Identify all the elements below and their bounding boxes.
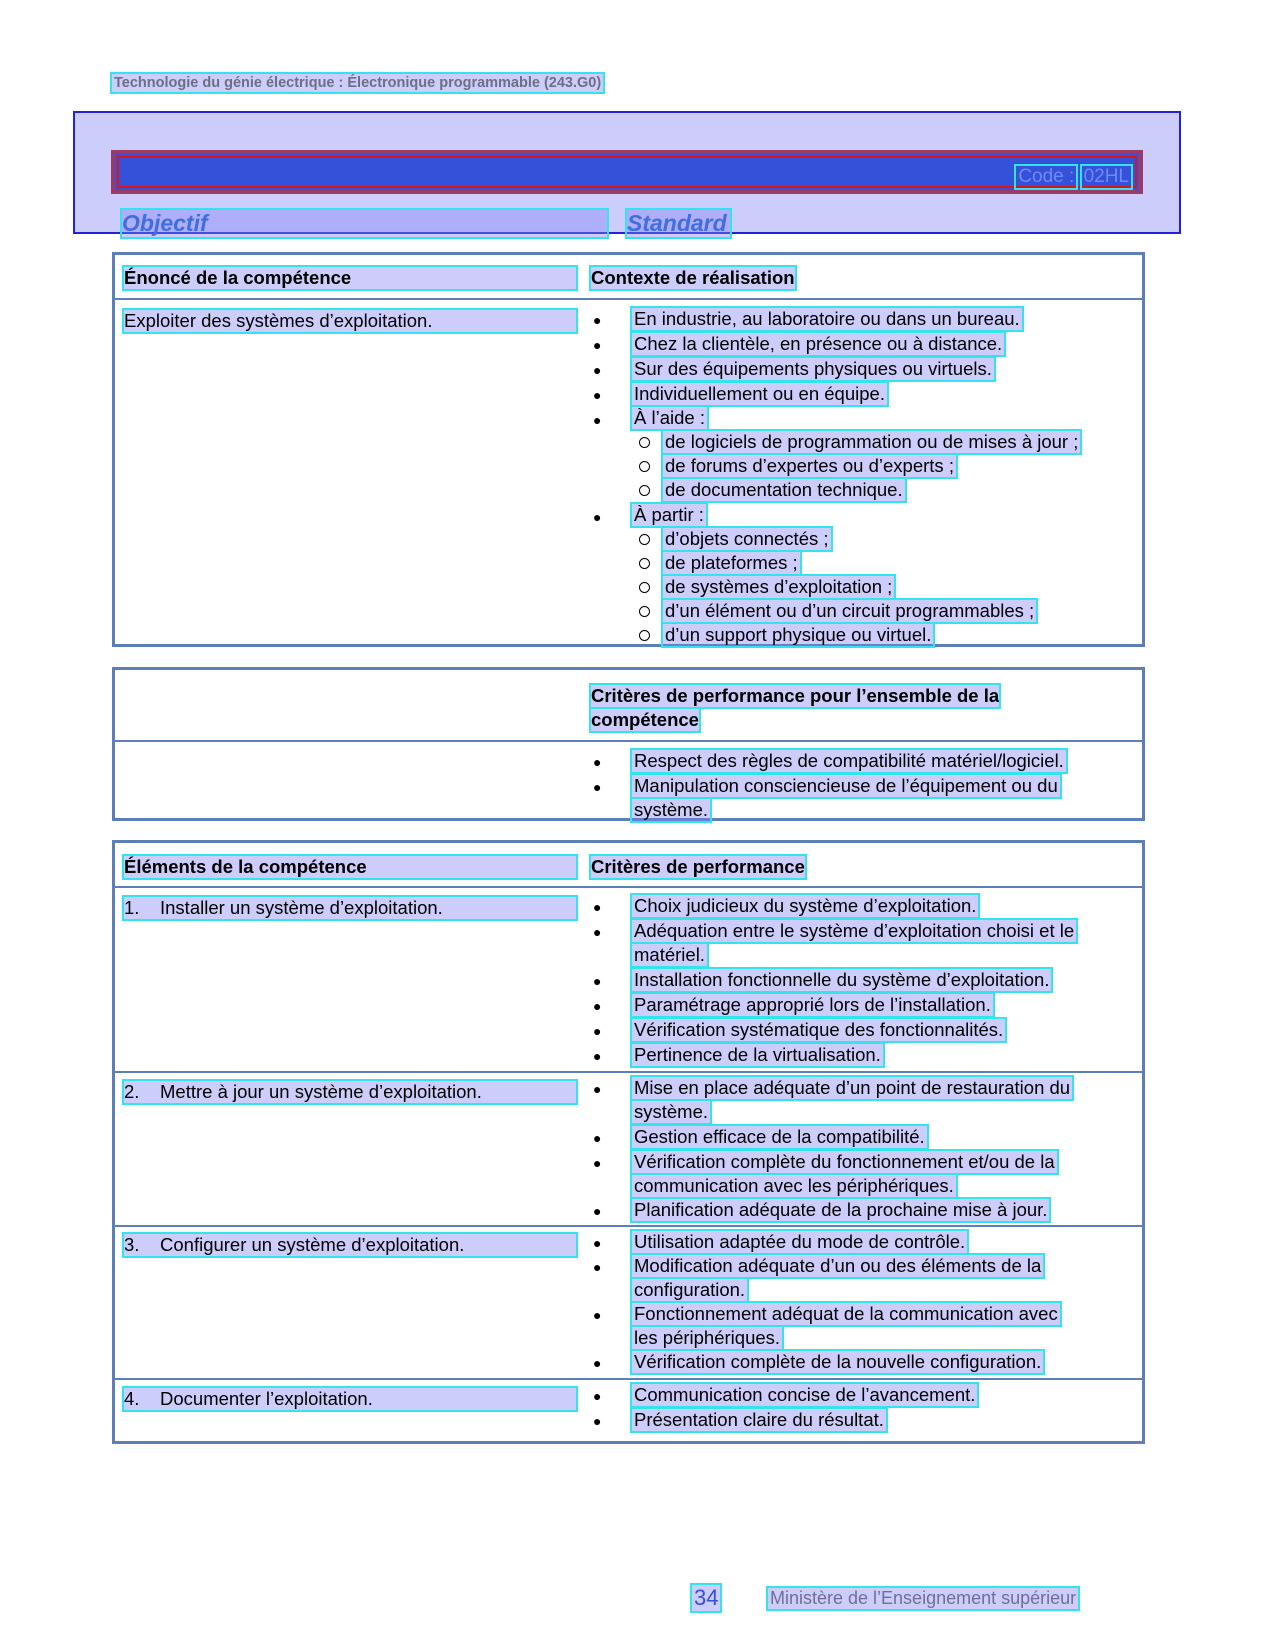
bullet-icon: ● <box>593 973 602 989</box>
circle-bullet-icon <box>639 461 650 472</box>
circle-bullet-icon <box>639 437 650 448</box>
bullet-icon: ● <box>593 779 602 795</box>
ministry-name: Ministère de l’Enseignement supérieur <box>770 1588 1077 1608</box>
criterion: Choix judicieux du système d’exploitation. <box>634 895 977 916</box>
element-row-4 <box>124 1388 576 1410</box>
partir-item: d’un support physique ou virtuel. <box>665 624 932 645</box>
circle-bullet-icon <box>639 582 650 593</box>
criterion: Gestion efficace de la compatibilité. <box>634 1126 925 1147</box>
circle-bullet-icon <box>639 534 650 545</box>
objectif-label: Objectif <box>122 210 607 237</box>
standard-label: Standard <box>627 210 730 237</box>
code-value: 02HL <box>1083 166 1129 187</box>
bullet-icon: ● <box>593 1155 602 1171</box>
element-label: Mettre à jour un système d’exploitation. <box>160 1081 482 1102</box>
element-number: 4. <box>124 1388 140 1409</box>
bullet-icon: ● <box>593 754 602 770</box>
criterion: Utilisation adaptée du mode de contrôle. <box>634 1231 966 1252</box>
bullet-icon: ● <box>593 1130 602 1146</box>
bullet-icon: ● <box>593 924 602 940</box>
partir-item: d’un élément ou d’un circuit programmables ; <box>665 600 1035 621</box>
bullet-icon: ● <box>593 998 602 1014</box>
competence-statement-header: Énoncé de la compétence <box>124 267 576 289</box>
element-label: Installer un système d’exploitation. <box>160 897 443 918</box>
global-criteria-item-cont: système. <box>634 799 709 820</box>
criterion: Installation fonctionnelle du système d’exploitation. <box>634 969 1050 990</box>
criterion: Communication concise de l’avancement. <box>634 1384 976 1405</box>
global-criteria-table <box>112 667 1145 821</box>
context-item: En industrie, au laboratoire ou dans un bureau. <box>634 308 1020 329</box>
criterion: Paramétrage approprié lors de l’installation. <box>634 994 991 1015</box>
bullet-icon: ● <box>593 1355 602 1371</box>
bullet-icon: ● <box>593 312 602 328</box>
bullet-icon: ● <box>593 1023 602 1039</box>
element-row-2 <box>124 1081 576 1103</box>
aide-item: de forums d’expertes ou d’experts ; <box>665 455 954 476</box>
context-header: Contexte de réalisation <box>591 267 795 288</box>
bullet-icon: ● <box>593 1413 602 1429</box>
criterion: Modification adéquate d’un ou des éléments de la <box>634 1255 1042 1276</box>
context-item: À partir : <box>634 504 704 525</box>
context-item: Individuellement ou en équipe. <box>634 383 885 404</box>
criterion: Mise en place adéquate d’un point de restauration du <box>634 1077 1071 1098</box>
global-criteria-item: Respect des règles de compatibilité matériel/logiciel. <box>634 750 1064 771</box>
aide-item: de documentation technique. <box>665 479 903 500</box>
criterion: Présentation claire du résultat. <box>634 1409 884 1430</box>
global-criteria-header-line2: compétence <box>591 709 699 730</box>
element-number: 1. <box>124 897 140 918</box>
criterion: Vérification systématique des fonctionnalités. <box>634 1019 1004 1040</box>
competence-statement: Exploiter des systèmes d’exploitation. <box>124 310 576 332</box>
element-number: 2. <box>124 1081 140 1102</box>
context-item: Chez la clientèle, en présence ou à distance. <box>634 333 1003 354</box>
elements-header: Éléments de la compétence <box>124 856 576 878</box>
criteria-header: Critères de performance <box>591 856 805 877</box>
elements-table <box>112 840 1145 1444</box>
bullet-icon: ● <box>593 1388 602 1404</box>
page-number: 34 <box>694 1585 719 1610</box>
aide-item: de logiciels de programmation ou de mises à jour ; <box>665 431 1079 452</box>
criterion: Adéquation entre le système d’exploitation choisi et le <box>634 920 1075 941</box>
bullet-icon: ● <box>593 899 602 915</box>
bullet-icon: ● <box>593 412 602 428</box>
bullet-icon: ● <box>593 362 602 378</box>
circle-bullet-icon <box>639 485 650 496</box>
context-item: Sur des équipements physiques ou virtuels. <box>634 358 992 379</box>
circle-bullet-icon <box>639 606 650 617</box>
bullet-icon: ● <box>593 1259 602 1275</box>
element-number: 3. <box>124 1234 140 1255</box>
element-label: Configurer un système d’exploitation. <box>160 1234 465 1255</box>
bullet-icon: ● <box>593 1081 602 1097</box>
partir-item: d’objets connectés ; <box>665 528 829 549</box>
element-row-1 <box>124 897 576 919</box>
bullet-icon: ● <box>593 1235 602 1251</box>
circle-bullet-icon <box>639 558 650 569</box>
criterion: Vérification complète de la nouvelle configuration. <box>634 1351 1042 1372</box>
partir-item: de systèmes d’exploitation ; <box>665 576 893 597</box>
code-label-group <box>1016 166 1131 188</box>
criterion: Fonctionnement adéquat de la communication avec <box>634 1303 1058 1324</box>
bullet-icon: ● <box>593 1048 602 1064</box>
criterion-cont: matériel. <box>634 944 705 965</box>
bullet-icon: ● <box>593 1307 602 1323</box>
context-item: À l’aide : <box>634 407 705 428</box>
criterion-cont: configuration. <box>634 1279 746 1300</box>
element-label: Documenter l’exploitation. <box>160 1388 373 1409</box>
code-label: Code : <box>1018 166 1075 187</box>
criterion-cont: les périphériques. <box>634 1327 781 1348</box>
bullet-icon: ● <box>593 1203 602 1219</box>
code-bar <box>111 150 1143 194</box>
global-criteria-item: Manipulation consciencieuse de l’équipement ou du <box>634 775 1058 796</box>
bullet-icon: ● <box>593 337 602 353</box>
criterion: Planification adéquate de la prochaine mise à jour. <box>634 1199 1048 1220</box>
criterion: Pertinence de la virtualisation. <box>634 1044 881 1065</box>
running-title: Technologie du génie électrique : Électronique programmable (243.G0) <box>114 75 602 91</box>
bullet-icon: ● <box>593 509 602 525</box>
competence-table <box>112 252 1145 647</box>
circle-bullet-icon <box>639 630 650 641</box>
bullet-icon: ● <box>593 387 602 403</box>
element-row-3 <box>124 1234 576 1256</box>
criterion-cont: communication avec les périphériques. <box>634 1175 954 1196</box>
partir-item: de plateformes ; <box>665 552 798 573</box>
criterion: Vérification complète du fonctionnement et/ou de la <box>634 1151 1055 1172</box>
criterion-cont: système. <box>634 1101 709 1122</box>
global-criteria-header-line1: Critères de performance pour l’ensemble de la <box>591 685 1000 706</box>
